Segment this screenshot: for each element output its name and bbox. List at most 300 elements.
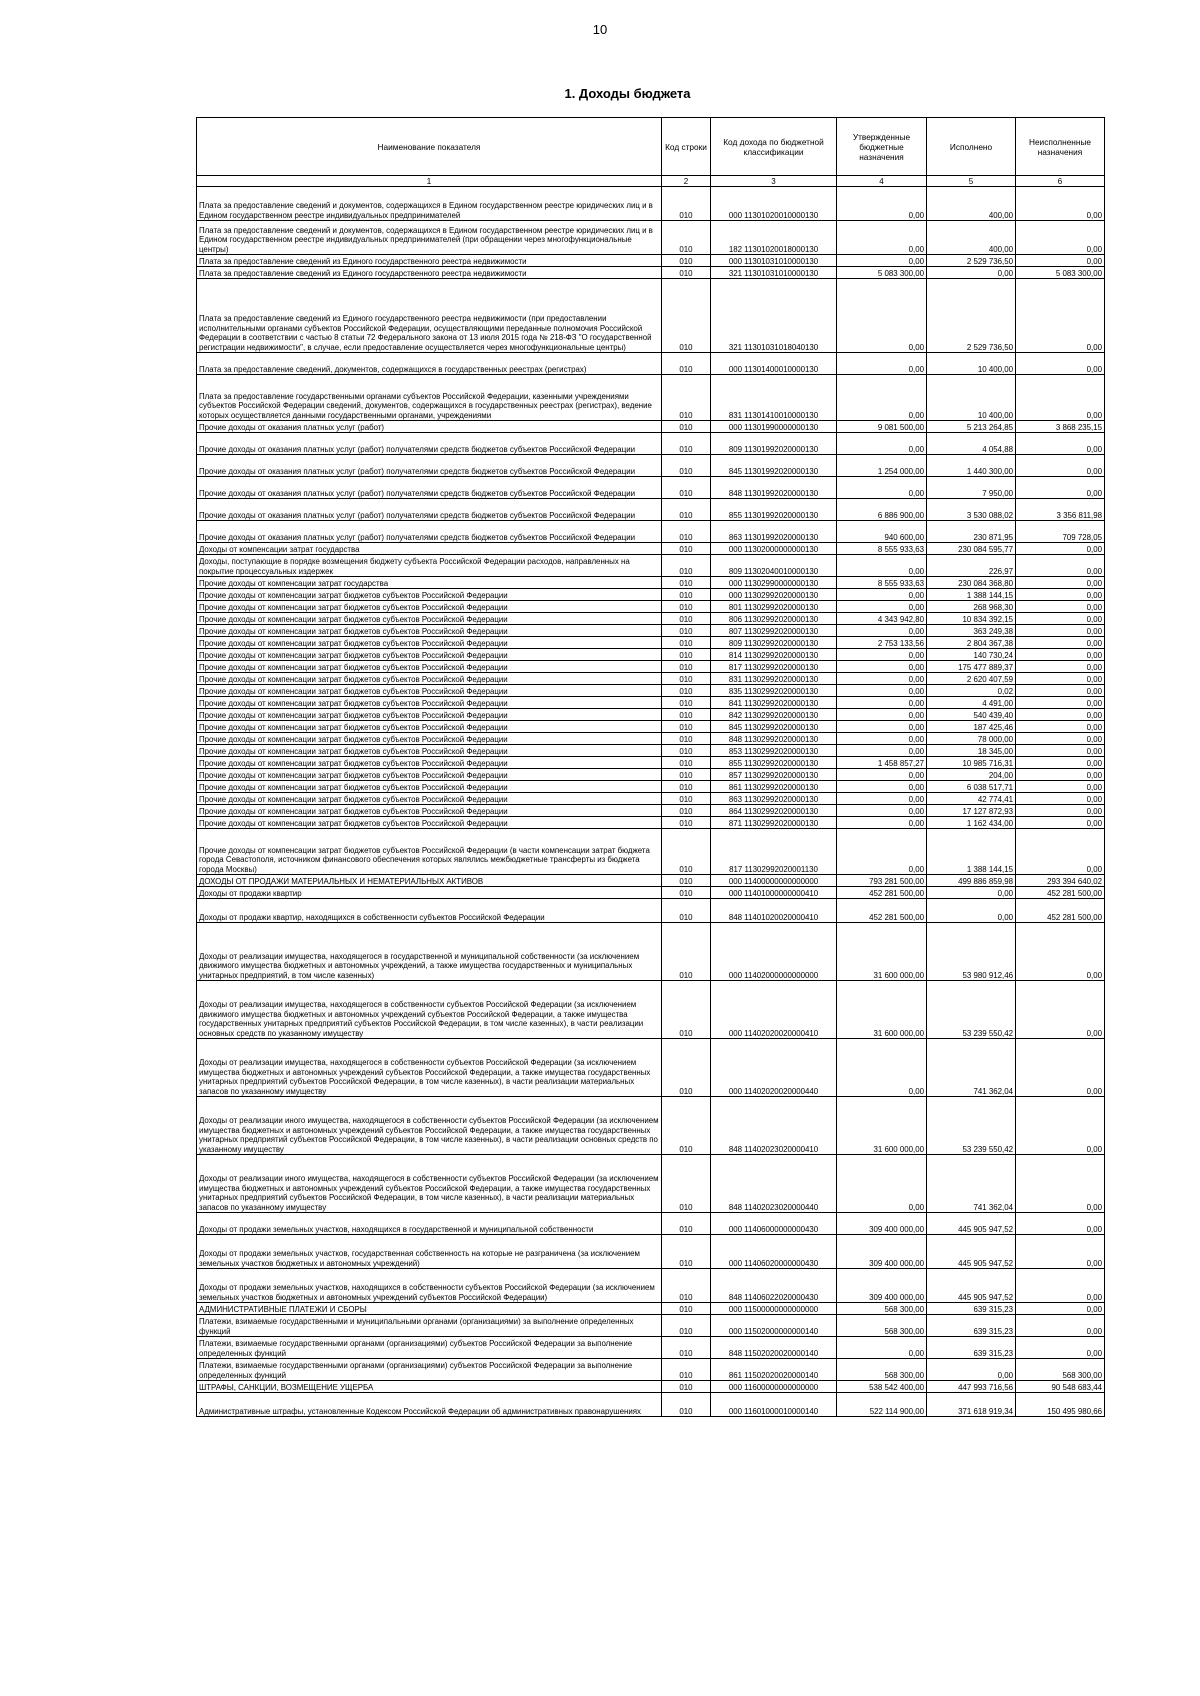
row-revenue-code: 809 11302992020000130 — [711, 637, 837, 649]
row-line-code: 010 — [662, 577, 711, 589]
row-revenue-code: 000 11302990000000130 — [711, 577, 837, 589]
row-unexecuted: 0,00 — [1016, 805, 1105, 817]
row-executed: 447 993 716,56 — [927, 1381, 1016, 1393]
row-name: Плата за предоставление сведений из Единого государственного реестра недвижимости — [197, 255, 662, 267]
row-name: Прочие доходы от компенсации затрат бюджетов субъектов Российской Федерации — [197, 649, 662, 661]
table-row — [197, 733, 1105, 745]
row-line-code: 010 — [662, 875, 711, 887]
row-unexecuted: 0,00 — [1016, 613, 1105, 625]
row-line-code: 010 — [662, 781, 711, 793]
row-name: Прочие доходы от компенсации затрат государства — [197, 577, 662, 589]
row-executed: 53 239 550,42 — [927, 981, 1016, 1039]
row-executed: 741 362,04 — [927, 1039, 1016, 1097]
row-revenue-code: 845 11301992020000130 — [711, 455, 837, 477]
row-approved: 309 400 000,00 — [837, 1213, 927, 1235]
row-revenue-code: 321 11301031018040130 — [711, 279, 837, 353]
row-unexecuted: 293 394 640,02 — [1016, 875, 1105, 887]
row-executed: 10 400,00 — [927, 375, 1016, 421]
row-line-code: 010 — [662, 421, 711, 433]
row-executed: 226,97 — [927, 555, 1016, 577]
row-executed: 53 239 550,42 — [927, 1097, 1016, 1155]
row-executed: 371 618 919,34 — [927, 1393, 1016, 1417]
row-line-code: 010 — [662, 1315, 711, 1337]
row-approved: 31 600 000,00 — [837, 981, 927, 1039]
table-row — [197, 455, 1105, 477]
row-executed: 639 315,23 — [927, 1337, 1016, 1359]
table-row — [197, 543, 1105, 555]
row-name: Доходы от реализации иного имущества, находящегося в собственности субъектов Российской Федерации (за исключением имущества бюджетных и автономных учреждений субъектов Российской Федерации, а также имущества государственных унитарных предприятий субъектов Российской Федерации, в том числе казенных), в части реализации основных средств по указанному имуществу — [197, 1097, 662, 1155]
row-name: Доходы, поступающие в порядке возмещения бюджету субъекта Российской Федерации расходов, направленных на покрытие процессуальных издержек — [197, 555, 662, 577]
table-row — [197, 745, 1105, 757]
row-line-code: 010 — [662, 697, 711, 709]
row-approved: 0,00 — [837, 255, 927, 267]
row-name: Прочие доходы от компенсации затрат бюджетов субъектов Российской Федерации — [197, 613, 662, 625]
table-row — [197, 477, 1105, 499]
row-name: Прочие доходы от компенсации затрат бюджетов субъектов Российской Федерации — [197, 817, 662, 829]
table-row — [197, 709, 1105, 721]
table-row — [197, 187, 1105, 221]
row-unexecuted: 0,00 — [1016, 829, 1105, 875]
row-executed: 175 477 889,37 — [927, 661, 1016, 673]
row-name: Плата за предоставление сведений, документов, содержащихся в государственных реестрах (регистрах) — [197, 353, 662, 375]
row-unexecuted: 0,00 — [1016, 477, 1105, 499]
row-name: Плата за предоставление сведений и документов, содержащихся в Едином государственном реестре юридических лиц и в Едином государственном реестре индивидуальных предпринимателей — [197, 187, 662, 221]
table-row — [197, 697, 1105, 709]
row-executed: 53 980 912,46 — [927, 923, 1016, 981]
row-unexecuted: 0,00 — [1016, 637, 1105, 649]
row-name: АДМИНИСТРАТИВНЫЕ ПЛАТЕЖИ И СБОРЫ — [197, 1303, 662, 1315]
table-row — [197, 255, 1105, 267]
table-row — [197, 781, 1105, 793]
row-name: ДОХОДЫ ОТ ПРОДАЖИ МАТЕРИАЛЬНЫХ И НЕМАТЕРИАЛЬНЫХ АКТИВОВ — [197, 875, 662, 887]
row-name: Плата за предоставление сведений из Единого государственного реестра недвижимости — [197, 267, 662, 279]
row-unexecuted: 0,00 — [1016, 555, 1105, 577]
row-approved: 2 753 133,56 — [837, 637, 927, 649]
row-name: Прочие доходы от оказания платных услуг (работ) получателями средств бюджетов субъектов Российской Федерации — [197, 433, 662, 455]
row-approved: 9 081 500,00 — [837, 421, 927, 433]
table-row — [197, 1381, 1105, 1393]
row-revenue-code: 000 11302000000000130 — [711, 543, 837, 555]
row-name: Прочие доходы от компенсации затрат бюджетов субъектов Российской Федерации — [197, 637, 662, 649]
row-line-code: 010 — [662, 589, 711, 601]
row-name: Доходы от реализации имущества, находящегося в государственной и муниципальной собственности (за исключением движимого имущества бюджетных и автономных учреждений, а также имущества государственных и муниципальных унитарных предприятий, в том числе казенных) — [197, 923, 662, 981]
row-unexecuted: 0,00 — [1016, 1039, 1105, 1097]
row-name: Плата за предоставление сведений и документов, содержащихся в Едином государственном реестре юридических лиц и в Едином государственном реестре индивидуальных предпринимателей (при обращении через многофункциональные центры) — [197, 221, 662, 255]
row-executed: 499 886 859,98 — [927, 875, 1016, 887]
column-header-line-code: Код строки — [662, 118, 711, 176]
row-unexecuted: 452 281 500,00 — [1016, 899, 1105, 923]
row-line-code: 010 — [662, 733, 711, 745]
row-name: Прочие доходы от компенсации затрат бюджетов субъектов Российской Федерации — [197, 697, 662, 709]
row-name: Платежи, взимаемые государственными органами (организациями) субъектов Российской Федерации за выполнение определенных функций — [197, 1337, 662, 1359]
row-executed: 17 127 872,93 — [927, 805, 1016, 817]
row-unexecuted: 0,00 — [1016, 601, 1105, 613]
row-unexecuted: 0,00 — [1016, 353, 1105, 375]
row-unexecuted: 3 356 811,98 — [1016, 499, 1105, 521]
row-revenue-code: 000 11301020010000130 — [711, 187, 837, 221]
row-approved: 1 254 000,00 — [837, 455, 927, 477]
row-unexecuted: 0,00 — [1016, 1269, 1105, 1303]
row-unexecuted: 0,00 — [1016, 221, 1105, 255]
table-row — [197, 817, 1105, 829]
row-approved: 452 281 500,00 — [837, 899, 927, 923]
table-row — [197, 1337, 1105, 1359]
row-unexecuted: 0,00 — [1016, 433, 1105, 455]
row-line-code: 010 — [662, 1155, 711, 1213]
row-executed: 18 345,00 — [927, 745, 1016, 757]
row-line-code: 010 — [662, 757, 711, 769]
row-revenue-code: 857 11302992020000130 — [711, 769, 837, 781]
row-unexecuted: 0,00 — [1016, 1213, 1105, 1235]
row-executed: 268 968,30 — [927, 601, 1016, 613]
row-name: Прочие доходы от компенсации затрат бюджетов субъектов Российской Федерации (в части компенсации затрат бюджета города Севастополя, источником финансового обеспечения которых являлись межбюджетные трансферты из бюджета города Москвы) — [197, 829, 662, 875]
row-name: Прочие доходы от компенсации затрат бюджетов субъектов Российской Федерации — [197, 625, 662, 637]
row-approved: 8 555 933,63 — [837, 577, 927, 589]
row-revenue-code: 848 11402023020000440 — [711, 1155, 837, 1213]
row-line-code: 010 — [662, 661, 711, 673]
row-line-code: 010 — [662, 1269, 711, 1303]
row-approved: 0,00 — [837, 733, 927, 745]
row-executed: 10 985 716,31 — [927, 757, 1016, 769]
row-revenue-code: 809 11301992020000130 — [711, 433, 837, 455]
row-unexecuted: 150 495 980,66 — [1016, 1393, 1105, 1417]
row-executed: 0,00 — [927, 887, 1016, 899]
row-executed: 42 774,41 — [927, 793, 1016, 805]
row-name: Прочие доходы от компенсации затрат бюджетов субъектов Российской Федерации — [197, 769, 662, 781]
row-revenue-code: 000 11301400010000130 — [711, 353, 837, 375]
column-header-name: Наименование показателя — [197, 118, 662, 176]
row-unexecuted: 0,00 — [1016, 981, 1105, 1039]
row-executed: 400,00 — [927, 221, 1016, 255]
column-number: 6 — [1016, 176, 1105, 187]
row-revenue-code: 848 11502020020000140 — [711, 1337, 837, 1359]
table-row — [197, 1315, 1105, 1337]
row-line-code: 010 — [662, 187, 711, 221]
row-executed: 1 440 300,00 — [927, 455, 1016, 477]
row-approved: 0,00 — [837, 805, 927, 817]
table-row — [197, 661, 1105, 673]
row-line-code: 010 — [662, 805, 711, 817]
row-approved: 0,00 — [837, 1039, 927, 1097]
row-name: Прочие доходы от компенсации затрат бюджетов субъектов Российской Федерации — [197, 589, 662, 601]
table-row — [197, 1097, 1105, 1155]
row-unexecuted: 0,00 — [1016, 923, 1105, 981]
row-unexecuted: 0,00 — [1016, 673, 1105, 685]
column-number: 3 — [711, 176, 837, 187]
row-approved: 0,00 — [837, 709, 927, 721]
table-row — [197, 685, 1105, 697]
table-row — [197, 793, 1105, 805]
row-line-code: 010 — [662, 353, 711, 375]
row-line-code: 010 — [662, 817, 711, 829]
row-name: Доходы от реализации иного имущества, находящегося в собственности субъектов Российской Федерации (за исключением имущества бюджетных и автономных учреждений субъектов Российской Федерации, а также имущества государственных унитарных предприятий субъектов Российской Федерации, в том числе казенных), в части реализации материальных запасов по указанному имуществу — [197, 1155, 662, 1213]
row-executed: 7 950,00 — [927, 477, 1016, 499]
row-revenue-code: 848 11406022020000430 — [711, 1269, 837, 1303]
table-row — [197, 757, 1105, 769]
row-unexecuted: 0,00 — [1016, 279, 1105, 353]
row-revenue-code: 000 11600000000000000 — [711, 1381, 837, 1393]
row-line-code: 010 — [662, 637, 711, 649]
row-line-code: 010 — [662, 1381, 711, 1393]
row-approved: 568 300,00 — [837, 1303, 927, 1315]
row-line-code: 010 — [662, 375, 711, 421]
table-header-row — [197, 118, 1105, 176]
row-name: Плата за предоставление сведений из Единого государственного реестра недвижимости (при предоставлении исполнительными органами субъектов Российской Федерации, осуществляющими переданные полномочия Российской Федерации в соответствии с частью 8 статьи 72 Федерального закона от 13 июля 2015 года № 218-ФЗ "О государственной регистрации недвижимости", в случае, если предоставление осуществляется через многофункциональные центры) — [197, 279, 662, 353]
row-approved: 0,00 — [837, 649, 927, 661]
row-approved: 538 542 400,00 — [837, 1381, 927, 1393]
row-unexecuted: 0,00 — [1016, 817, 1105, 829]
row-name: Прочие доходы от компенсации затрат бюджетов субъектов Российской Федерации — [197, 673, 662, 685]
row-executed: 140 730,24 — [927, 649, 1016, 661]
row-revenue-code: 831 11301410010000130 — [711, 375, 837, 421]
row-approved: 309 400 000,00 — [837, 1269, 927, 1303]
row-executed: 2 529 736,50 — [927, 279, 1016, 353]
row-approved: 568 300,00 — [837, 1359, 927, 1381]
row-executed: 0,00 — [927, 1359, 1016, 1381]
row-revenue-code: 182 11301020018000130 — [711, 221, 837, 255]
row-approved: 0,00 — [837, 721, 927, 733]
row-executed: 445 905 947,52 — [927, 1213, 1016, 1235]
row-name: Прочие доходы от компенсации затрат бюджетов субъектов Российской Федерации — [197, 709, 662, 721]
row-name: ШТРАФЫ, САНКЦИИ, ВОЗМЕЩЕНИЕ УЩЕРБА — [197, 1381, 662, 1393]
row-approved: 793 281 500,00 — [837, 875, 927, 887]
row-executed: 4 491,00 — [927, 697, 1016, 709]
row-approved: 0,00 — [837, 697, 927, 709]
row-line-code: 010 — [662, 1039, 711, 1097]
row-line-code: 010 — [662, 555, 711, 577]
row-executed: 3 530 088,02 — [927, 499, 1016, 521]
row-revenue-code: 000 11402020020000410 — [711, 981, 837, 1039]
row-approved: 0,00 — [837, 555, 927, 577]
row-line-code: 010 — [662, 255, 711, 267]
row-approved: 0,00 — [837, 187, 927, 221]
row-unexecuted: 0,00 — [1016, 721, 1105, 733]
row-executed: 10 834 392,15 — [927, 613, 1016, 625]
row-executed: 540 439,40 — [927, 709, 1016, 721]
row-executed: 230 084 368,80 — [927, 577, 1016, 589]
row-line-code: 010 — [662, 709, 711, 721]
row-executed: 0,00 — [927, 899, 1016, 923]
table-row — [197, 721, 1105, 733]
row-executed: 639 315,23 — [927, 1303, 1016, 1315]
row-approved: 31 600 000,00 — [837, 923, 927, 981]
row-approved: 0,00 — [837, 793, 927, 805]
row-name: Доходы от реализации имущества, находящегося в собственности субъектов Российской Федерации (за исключением имущества бюджетных и автономных учреждений субъектов Российской Федерации, а также имущества государственных унитарных предприятий субъектов Российской Федерации, в том числе казенных), в части реализации материальных запасов по указанному имуществу — [197, 1039, 662, 1097]
table-row — [197, 499, 1105, 521]
row-approved: 0,00 — [837, 829, 927, 875]
column-header-unexecuted: Неисполненные назначения — [1016, 118, 1105, 176]
table-row — [197, 613, 1105, 625]
row-unexecuted: 0,00 — [1016, 625, 1105, 637]
row-name: Прочие доходы от компенсации затрат бюджетов субъектов Российской Федерации — [197, 721, 662, 733]
column-number: 5 — [927, 176, 1016, 187]
row-line-code: 010 — [662, 1337, 711, 1359]
row-approved: 1 458 857,27 — [837, 757, 927, 769]
row-unexecuted: 0,00 — [1016, 577, 1105, 589]
row-name: Административные штрафы, установленные Кодексом Российской Федерации об административных правонарушениях — [197, 1393, 662, 1417]
row-revenue-code: 806 11302992020000130 — [711, 613, 837, 625]
table-row — [197, 1359, 1105, 1381]
row-unexecuted: 0,00 — [1016, 757, 1105, 769]
row-line-code: 010 — [662, 981, 711, 1039]
row-name: Доходы от продажи квартир, находящихся в собственности субъектов Российской Федерации — [197, 899, 662, 923]
row-approved: 0,00 — [837, 745, 927, 757]
row-approved: 0,00 — [837, 221, 927, 255]
row-line-code: 010 — [662, 477, 711, 499]
row-unexecuted: 0,00 — [1016, 697, 1105, 709]
row-executed: 741 362,04 — [927, 1155, 1016, 1213]
row-revenue-code: 321 11301031010000130 — [711, 267, 837, 279]
row-unexecuted: 5 083 300,00 — [1016, 267, 1105, 279]
table-row — [197, 1303, 1105, 1315]
row-unexecuted: 0,00 — [1016, 1303, 1105, 1315]
row-revenue-code: 861 11302992020000130 — [711, 781, 837, 793]
row-name: Прочие доходы от компенсации затрат бюджетов субъектов Российской Федерации — [197, 661, 662, 673]
row-executed: 230 084 595,77 — [927, 543, 1016, 555]
table-row — [197, 899, 1105, 923]
row-line-code: 010 — [662, 601, 711, 613]
row-name: Доходы от продажи земельных участков, находящихся в государственной и муниципальной собственности — [197, 1213, 662, 1235]
row-executed: 204,00 — [927, 769, 1016, 781]
row-name: Прочие доходы от компенсации затрат бюджетов субъектов Российской Федерации — [197, 733, 662, 745]
row-executed: 1 162 434,00 — [927, 817, 1016, 829]
table-row — [197, 601, 1105, 613]
column-number-row — [197, 176, 1105, 187]
page-title: 1. Доходы бюджета — [564, 86, 691, 101]
row-unexecuted: 0,00 — [1016, 543, 1105, 555]
table-row — [197, 649, 1105, 661]
row-executed: 2 804 367,38 — [927, 637, 1016, 649]
table-row — [197, 923, 1105, 981]
row-unexecuted: 0,00 — [1016, 781, 1105, 793]
row-approved: 8 555 933,63 — [837, 543, 927, 555]
row-line-code: 010 — [662, 1213, 711, 1235]
table-row — [197, 1235, 1105, 1269]
row-unexecuted: 90 548 683,44 — [1016, 1381, 1105, 1393]
row-name: Доходы от продажи квартир — [197, 887, 662, 899]
row-revenue-code: 000 11402020020000440 — [711, 1039, 837, 1097]
table-row — [197, 221, 1105, 255]
column-header-revenue-code: Код дохода по бюджетной классификации — [711, 118, 837, 176]
row-executed: 445 905 947,52 — [927, 1235, 1016, 1269]
row-revenue-code: 000 11401000000000410 — [711, 887, 837, 899]
row-line-code: 010 — [662, 1303, 711, 1315]
row-approved: 4 343 942,80 — [837, 613, 927, 625]
row-name: Прочие доходы от оказания платных услуг (работ) получателями средств бюджетов субъектов Российской Федерации — [197, 477, 662, 499]
table-row — [197, 433, 1105, 455]
row-revenue-code: 855 11302992020000130 — [711, 757, 837, 769]
row-executed: 445 905 947,52 — [927, 1269, 1016, 1303]
row-revenue-code: 000 11301031010000130 — [711, 255, 837, 267]
row-approved: 0,00 — [837, 781, 927, 793]
row-approved: 0,00 — [837, 433, 927, 455]
row-approved: 452 281 500,00 — [837, 887, 927, 899]
table-row — [197, 1039, 1105, 1097]
table-row — [197, 637, 1105, 649]
row-executed: 639 315,23 — [927, 1315, 1016, 1337]
column-number: 2 — [662, 176, 711, 187]
row-executed: 1 388 144,15 — [927, 829, 1016, 875]
row-line-code: 010 — [662, 625, 711, 637]
row-revenue-code: 000 11500000000000000 — [711, 1303, 837, 1315]
row-approved: 309 400 000,00 — [837, 1235, 927, 1269]
table-row — [197, 1393, 1105, 1417]
row-line-code: 010 — [662, 899, 711, 923]
row-unexecuted: 0,00 — [1016, 709, 1105, 721]
table-row — [197, 375, 1105, 421]
page-number: 10 — [592, 22, 608, 37]
row-revenue-code: 809 11302040010000130 — [711, 555, 837, 577]
row-name: Прочие доходы от оказания платных услуг (работ) — [197, 421, 662, 433]
row-approved: 0,00 — [837, 817, 927, 829]
row-line-code: 010 — [662, 279, 711, 353]
row-name: Прочие доходы от оказания платных услуг (работ) получателями средств бюджетов субъектов Российской Федерации — [197, 499, 662, 521]
row-revenue-code: 848 11301992020000130 — [711, 477, 837, 499]
table-row — [197, 421, 1105, 433]
row-approved: 522 114 900,00 — [837, 1393, 927, 1417]
row-name: Платежи, взимаемые государственными и муниципальными органами (организациями) за выполнение определенных функций — [197, 1315, 662, 1337]
row-executed: 2 620 407,59 — [927, 673, 1016, 685]
row-executed: 187 425,46 — [927, 721, 1016, 733]
row-line-code: 010 — [662, 455, 711, 477]
row-revenue-code: 831 11302992020000130 — [711, 673, 837, 685]
row-revenue-code: 841 11302992020000130 — [711, 697, 837, 709]
row-name: Плата за предоставление государственными органами субъектов Российской Федерации, казенными учреждениями субъектов Российской Федерации сведений, документов, содержащихся в государственных реестрах (регистрах), ведение которых осуществляется данными государственными органами, учреждениями — [197, 375, 662, 421]
table-row — [197, 1155, 1105, 1213]
row-revenue-code: 814 11302992020000130 — [711, 649, 837, 661]
row-approved: 0,00 — [837, 601, 927, 613]
row-line-code: 010 — [662, 267, 711, 279]
row-name: Доходы от продажи земельных участков, находящихся в собственности субъектов Российской Федерации (за исключением земельных участков бюджетных и автономных учреждений субъектов Российской Федерации) — [197, 1269, 662, 1303]
row-approved: 6 886 900,00 — [837, 499, 927, 521]
row-revenue-code: 835 11302992020000130 — [711, 685, 837, 697]
row-revenue-code: 000 11402000000000000 — [711, 923, 837, 981]
row-name: Прочие доходы от оказания платных услуг (работ) получателями средств бюджетов субъектов Российской Федерации — [197, 521, 662, 543]
table-row — [197, 1213, 1105, 1235]
column-number: 4 — [837, 176, 927, 187]
row-revenue-code: 817 11302992020001130 — [711, 829, 837, 875]
row-revenue-code: 848 11302992020000130 — [711, 733, 837, 745]
row-line-code: 010 — [662, 433, 711, 455]
row-line-code: 010 — [662, 793, 711, 805]
row-revenue-code: 000 11502000000000140 — [711, 1315, 837, 1337]
row-line-code: 010 — [662, 721, 711, 733]
table-row — [197, 887, 1105, 899]
column-header-approved: Утвержденные бюджетные назначения — [837, 118, 927, 176]
row-unexecuted: 0,00 — [1016, 1315, 1105, 1337]
row-revenue-code: 864 11302992020000130 — [711, 805, 837, 817]
row-approved: 0,00 — [837, 661, 927, 673]
row-name: Доходы от продажи земельных участков, государственная собственность на которые не разграничена (за исключением земельных участков бюджетных и автономных учреждений) — [197, 1235, 662, 1269]
row-unexecuted: 568 300,00 — [1016, 1359, 1105, 1381]
table-row — [197, 673, 1105, 685]
row-executed: 0,02 — [927, 685, 1016, 697]
row-unexecuted: 0,00 — [1016, 1097, 1105, 1155]
row-name: Прочие доходы от компенсации затрат бюджетов субъектов Российской Федерации — [197, 781, 662, 793]
row-approved: 0,00 — [837, 1337, 927, 1359]
row-approved: 31 600 000,00 — [837, 1097, 927, 1155]
row-revenue-code: 000 11301990000000130 — [711, 421, 837, 433]
row-revenue-code: 863 11302992020000130 — [711, 793, 837, 805]
table-row — [197, 353, 1105, 375]
row-line-code: 010 — [662, 649, 711, 661]
row-unexecuted: 0,00 — [1016, 187, 1105, 221]
row-revenue-code: 842 11302992020000130 — [711, 709, 837, 721]
row-line-code: 010 — [662, 829, 711, 875]
row-name: Прочие доходы от компенсации затрат бюджетов субъектов Российской Федерации — [197, 685, 662, 697]
row-line-code: 010 — [662, 1235, 711, 1269]
row-line-code: 010 — [662, 521, 711, 543]
